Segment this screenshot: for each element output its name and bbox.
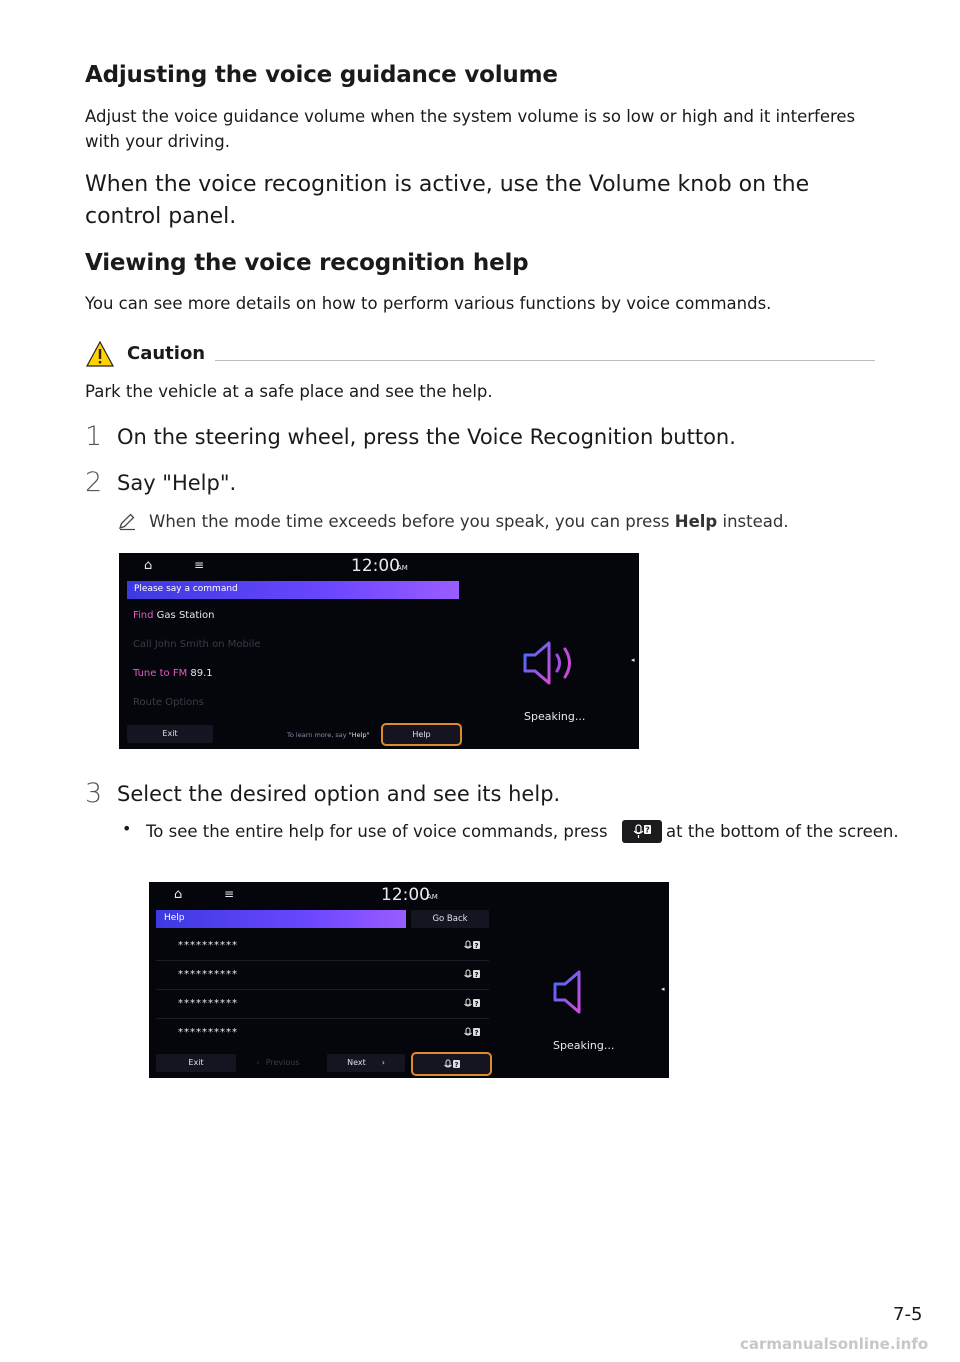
help-list-item[interactable]: [156, 1019, 489, 1048]
svg-text:?: ?: [645, 825, 650, 835]
page-number: 7-5: [893, 1304, 923, 1325]
menu-icon[interactable]: ≡: [224, 887, 235, 901]
pencil-icon: [117, 511, 137, 535]
voice-help-description: You can see more details on how to perform various functions by voice commands.: [85, 294, 772, 313]
step-number: 3: [85, 778, 103, 809]
note-text: [149, 509, 789, 534]
svg-text:?: ?: [474, 971, 479, 979]
speaker-icon: [521, 639, 585, 691]
help-list-screen: [149, 882, 669, 1078]
command-list-item[interactable]: [133, 610, 215, 621]
command-list-item[interactable]: Route Options: [133, 697, 204, 708]
help-hint-quote: "Help": [348, 731, 370, 739]
caution-divider: [215, 360, 875, 361]
step-3: [85, 778, 885, 814]
step-2: [85, 467, 885, 503]
step-1: [85, 421, 885, 457]
section-title-voice-help: Viewing the voice recognition help: [85, 250, 529, 276]
help-item-label: **********: [178, 940, 238, 951]
clock-time: 12:00: [381, 885, 430, 905]
voice-volume-description: Adjust the voice guidance volume when the system volume is so low or high and it interferes with your driving.: [85, 107, 856, 151]
svg-text:?: ?: [474, 1029, 479, 1037]
svg-text:?: ?: [474, 942, 479, 950]
caution-text: Park the vehicle at a safe place and see the help.: [85, 382, 493, 401]
help-item-label: **********: [178, 998, 238, 1009]
help-button[interactable]: Help: [381, 723, 462, 746]
home-icon[interactable]: ⌂: [144, 558, 153, 573]
next-label: Next: [347, 1058, 366, 1067]
next-button[interactable]: [327, 1054, 405, 1072]
menu-icon[interactable]: ≡: [194, 558, 205, 572]
svg-text:?: ?: [474, 1000, 479, 1008]
help-mic-icon[interactable]: [462, 996, 484, 1016]
previous-label: Previous: [265, 1058, 300, 1067]
svg-text:?: ?: [454, 1061, 459, 1069]
volume-knob-instruction: When the voice recognition is active, use the Volume knob on the control panel.: [85, 172, 810, 229]
home-icon[interactable]: ⌂: [174, 887, 183, 902]
step-text: On the steering wheel, press the Voice Recognition button.: [117, 425, 736, 449]
exit-button[interactable]: Exit: [156, 1054, 236, 1072]
step-number: 2: [85, 467, 103, 498]
clock-ampm: AM: [397, 564, 408, 572]
help-header-bar: [156, 910, 406, 928]
help-mic-icon[interactable]: [462, 938, 484, 958]
help-mic-icon: [442, 1057, 464, 1077]
side-handle-icon[interactable]: ◂: [631, 656, 635, 664]
note-text-post: instead.: [717, 512, 789, 531]
command-verb: Tune to FM: [133, 668, 188, 679]
watermark: carmanualsonline.info: [740, 1335, 929, 1353]
note-text-pre: When the mode time exceeds before you speak, you can press: [149, 512, 675, 531]
clock-ampm: AM: [427, 893, 438, 901]
prompt-text: Please say a command: [134, 584, 238, 594]
step-text: Select the desired option and see its help.: [117, 782, 561, 806]
command-list-item[interactable]: Call John Smith on Mobile: [133, 639, 261, 650]
exit-button[interactable]: Exit: [127, 725, 213, 743]
prompt-bar: [127, 581, 459, 599]
bullet-dot: •: [122, 819, 132, 838]
help-list-item[interactable]: [156, 932, 489, 961]
help-mic-icon[interactable]: [462, 1025, 484, 1045]
bullet-item: [117, 819, 899, 873]
step-number: 1: [85, 421, 103, 452]
command-object: Gas Station: [153, 610, 215, 621]
note: [117, 509, 887, 535]
help-item-list: [156, 932, 489, 1050]
chevron-left-icon: ‹: [256, 1058, 260, 1067]
caution-header: [85, 340, 875, 370]
command-object: 89.1: [187, 668, 213, 679]
help-item-label: **********: [178, 1027, 238, 1038]
help-hint: [287, 731, 370, 739]
chevron-right-icon: ›: [381, 1058, 385, 1067]
previous-button[interactable]: [239, 1054, 317, 1072]
bullet-text-post: at the bottom of the screen.: [666, 822, 899, 841]
command-list-item[interactable]: [133, 668, 213, 679]
help-hint-text: To learn more, say: [287, 731, 349, 739]
help-list-item[interactable]: [156, 990, 489, 1019]
speaker-icon: [551, 968, 591, 1020]
help-item-label: **********: [178, 969, 238, 980]
go-back-button[interactable]: Go Back: [411, 910, 489, 928]
command-verb: Find: [133, 610, 154, 621]
speaking-status: Speaking...: [524, 710, 586, 723]
help-mic-icon: [622, 820, 662, 843]
clock-time: 12:00: [351, 556, 400, 576]
step-text: Say "Help".: [117, 471, 237, 495]
help-header-text: Help: [164, 913, 185, 923]
warning-triangle-icon: [85, 340, 115, 372]
help-mic-icon[interactable]: [462, 967, 484, 987]
section-title-voice-volume: Adjusting the voice guidance volume: [85, 62, 558, 88]
voice-command-screen: [119, 553, 639, 749]
speaking-status: Speaking...: [553, 1039, 615, 1052]
note-help-bold: Help: [674, 512, 718, 531]
side-handle-icon[interactable]: ◂: [661, 985, 665, 993]
caution-label: Caution: [127, 343, 206, 364]
help-list-item[interactable]: [156, 961, 489, 990]
bullet-text-pre: To see the entire help for use of voice commands, press: [146, 822, 608, 841]
voice-help-button[interactable]: [411, 1052, 492, 1076]
